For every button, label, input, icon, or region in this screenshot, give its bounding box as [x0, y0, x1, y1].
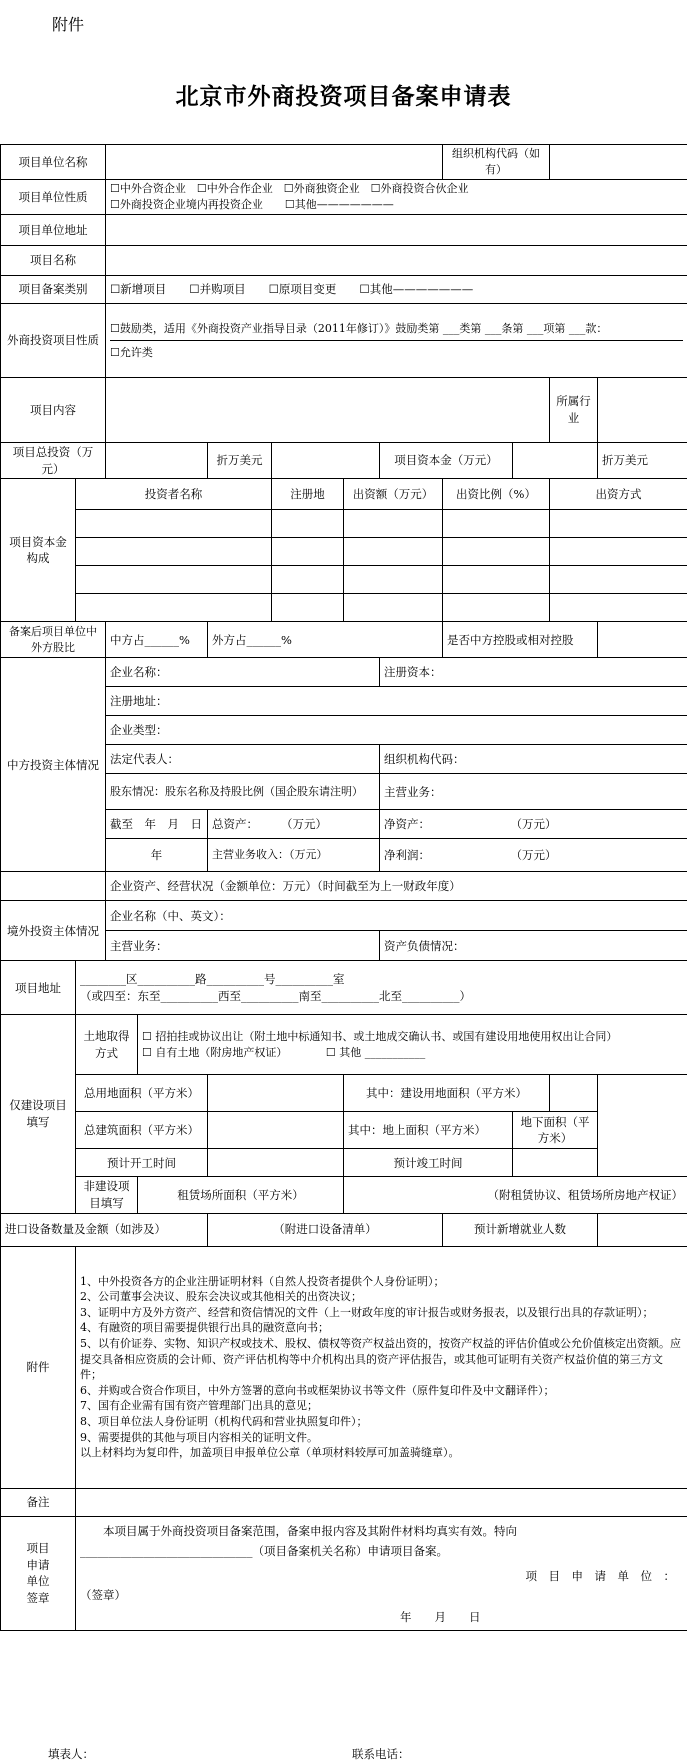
capital-structure-label: 项目资本金构成 [1, 479, 76, 622]
content-field[interactable] [106, 378, 550, 443]
site-line-2[interactable]: （或四至：东至__________西至__________南至__________北至__________） [80, 988, 471, 1003]
fn-investor-label: 境外投资主体情况 [1, 901, 106, 961]
equipment-label: 进口设备数量及金额（如涉及） [1, 1213, 208, 1246]
attachment-list [76, 1246, 687, 1488]
applicant-label: 项目申请单位签章 [1, 1516, 76, 1630]
form-title: 北京市外商投资项目备案申请表 [175, 83, 512, 110]
applicant-sign: 项 目 申 请 单 位 ： [525, 1569, 675, 1584]
investor-cell[interactable] [76, 594, 272, 622]
col-ratio: 出资比例（%） [443, 479, 550, 510]
attachment-item: 7、国有企业需有国有资产管理部门出具的意见； [80, 1399, 318, 1413]
equity-control-label: 是否中方控股或相对控股 [443, 622, 598, 658]
attachments-label: 附件 [1, 1246, 76, 1488]
equity-control-field[interactable] [598, 622, 687, 658]
attachment-item: 6、并购或合资合作项目，中外方签署的意向书或框架协议书等文件（原件复印件及中文翻译件）； [80, 1383, 555, 1397]
cn-reg-capital[interactable]: 注册资本： [380, 658, 687, 687]
lease-area-label: 租赁场所面积（平方米） [138, 1177, 344, 1213]
finish-label: 预计竣工时间 [344, 1149, 513, 1177]
above-label: 其中：地上面积（平方米） [344, 1112, 513, 1149]
unit-name-label: 项目单位名称 [1, 145, 106, 180]
land-area-label: 总用地面积（平方米） [76, 1075, 208, 1112]
filing-type-label: 项目备案类别 [1, 276, 106, 304]
cn-legal[interactable]: 法定代表人： [106, 745, 380, 774]
land-method-label: 土地取得方式 [76, 1015, 138, 1075]
cn-main[interactable]: 主营业务： [380, 774, 687, 810]
construction-label: 仅建设项目填写 [1, 1015, 76, 1213]
declaration-text: 本项目属于外商投资项目备案范围，备案申报内容及其附件材料均真实有效。特向 [103, 1523, 517, 1538]
attachment-item: 4、有融资的项目需要提供银行出具的融资意向书； [80, 1321, 329, 1335]
org-code-field[interactable] [550, 145, 687, 180]
remarks-field[interactable] [76, 1488, 687, 1516]
col-investor: 投资者名称 [76, 479, 272, 510]
floor-area-field[interactable] [208, 1112, 344, 1149]
fn-name[interactable]: 企业名称（中、英文）： [106, 901, 687, 931]
capital-field[interactable] [513, 443, 598, 479]
industry-label: 所属行业 [550, 378, 598, 443]
cn-name[interactable]: 企业名称： [106, 658, 380, 687]
cn-year: 年 [106, 839, 208, 872]
lease-note: （附租赁协议、租赁场所房地产权证） [344, 1177, 687, 1213]
equipment-note: （附进口设备清单） [208, 1213, 443, 1246]
cn-reg-address[interactable]: 注册地址： [106, 687, 687, 716]
declaration-text-2: ______________________________（项目备案机关名称）申请项目备案。 [80, 1544, 448, 1559]
total-invest-label: 项目总投资（万元） [1, 443, 106, 479]
finish-field[interactable] [513, 1149, 598, 1177]
equity-label: 备案后项目单位中外方股比 [1, 622, 106, 658]
cn-type[interactable]: 企业类型： [106, 716, 687, 745]
non-construction-label: 非建设项目填写 [76, 1177, 138, 1213]
cn-asof[interactable]: 截至 年 月 日 [106, 810, 208, 839]
cn-shareholders[interactable]: 股东情况：股东名称及持股比例（国企股东请注明） [106, 774, 380, 810]
site-line-1[interactable]: ________区__________路__________号__________室 [80, 972, 345, 987]
col-registry: 注册地 [272, 479, 344, 510]
filing-type-options[interactable]: ☐新增项目 ☐并购项目 ☐原项目变更 ☐其他——————— [106, 276, 687, 304]
start-label: 预计开工时间 [76, 1149, 208, 1177]
industry-field[interactable] [598, 378, 687, 443]
unit-address-field[interactable] [106, 215, 687, 246]
cn-finance-note: 企业资产、经营状况（金额单位：万元）（时间截至为上一财政年度） [106, 872, 687, 901]
land-option-1[interactable]: ☐ 招拍挂或协议出让（附土地中标通知书、或土地成交确认书、或国有建设用地使用权出让合同） [142, 1029, 618, 1043]
usd-label-2: 折万美元 [598, 443, 687, 479]
fn-debt[interactable]: 资产负债情况： [380, 931, 687, 961]
attachment-item: 以上材料均为复印件，加盖项目申报单位公章（单项材料较厚可加盖骑缝章）。 [80, 1446, 460, 1460]
cn-investor-label: 中方投资主体情况 [1, 658, 106, 872]
attachment-item: 1、中外投资各方的企业注册证明材料（自然人投资者提供个人身份证明）； [80, 1274, 445, 1288]
attachment-item: 2、公司董事会决议、股东会决议或其他相关的出资决议； [80, 1290, 362, 1304]
unit-nature-options-2[interactable]: ☐外商投资企业境内再投资企业 ☐其他——————— [110, 198, 394, 211]
attachment-item: 8、项目单位法人身份证明（机构代码和营业执照复印件）； [80, 1415, 368, 1429]
unit-address-label: 项目单位地址 [1, 215, 106, 246]
build-land-label: 其中：建设用地面积（平方米） [344, 1075, 550, 1112]
attachment-item: 5、以有价证券、实物、知识产权或技术、股权、债权等资产权益出资的，按资产权益的评估价值或公允价值核定出资额。应提交具备相应资质的会计师、资产评估机构等中介机构出具的资产评估报告，或其他可证明有关资产权益价值的第三方文件； [80, 1336, 681, 1382]
start-field[interactable] [208, 1149, 344, 1177]
attachment-item: 9、需要提供的其他与项目内容相关的证明文件。 [80, 1430, 318, 1444]
investor-cell[interactable] [76, 566, 272, 594]
usd-field-1[interactable] [272, 443, 380, 479]
build-land-field[interactable] [550, 1075, 598, 1112]
jobs-field[interactable] [598, 1213, 687, 1246]
land-area-field[interactable] [208, 1075, 344, 1112]
unit-nature-label: 项目单位性质 [1, 180, 106, 215]
foreign-nature-label: 外商投资项目性质 [1, 304, 106, 378]
floor-area-label: 总建筑面积（平方米） [76, 1112, 208, 1149]
capital-label: 项目资本金（万元） [380, 443, 513, 479]
equity-fn[interactable]: 外方占______% [208, 622, 443, 658]
content-label: 项目内容 [1, 378, 106, 443]
col-method: 出资方式 [550, 479, 687, 510]
col-amount: 出资额（万元） [344, 479, 443, 510]
cn-revenue[interactable]: 主营业务收入：（万元） [208, 839, 380, 872]
project-name-field[interactable] [106, 246, 687, 276]
usd-label-1: 折万美元 [208, 443, 272, 479]
unit-nature-options-1[interactable]: ☐中外合资企业 ☐中外合作企业 ☐外商独资企业 ☐外商投资合伙企业 [110, 182, 469, 196]
site-label: 项目地址 [1, 961, 76, 1015]
cn-org[interactable]: 组织机构代码： [380, 745, 687, 774]
org-code-label: 组织机构代码（如有） [443, 145, 550, 180]
project-name-label: 项目名称 [1, 246, 106, 276]
date-label: 年 月 日 [400, 1610, 481, 1625]
attachment-label: 附件 [52, 15, 85, 34]
phone-label: 联系电话： [352, 1747, 410, 1761]
cn-total-assets[interactable]: 总资产： （万元） [208, 810, 380, 839]
application-form [0, 144, 687, 1631]
investor-cell[interactable] [76, 510, 272, 538]
cn-profit[interactable]: 净利润： （万元） [380, 839, 687, 872]
investor-cell[interactable] [76, 538, 272, 566]
attachment-item: 3、证明中方及外方资产、经营和资信情况的文件（上一财政年度的审计报告或财务报表，以及银行出具的存款证明）； [80, 1305, 654, 1319]
fn-main[interactable]: 主营业务： [106, 931, 380, 961]
below-label: 地下面积（平方米） [513, 1112, 598, 1149]
foreign-permit-option[interactable]: ☐允许类 [110, 345, 153, 359]
jobs-label: 预计新增就业人数 [443, 1213, 598, 1246]
equity-cn[interactable]: 中方占______% [106, 622, 208, 658]
filler-label: 填表人： [48, 1747, 94, 1761]
remarks-label: 备注 [1, 1488, 76, 1516]
unit-name-field[interactable] [106, 145, 443, 180]
land-option-2[interactable]: ☐ 自有土地（附房地产权证） ☐ 其他 ___________ [142, 1045, 426, 1059]
cn-net-assets[interactable]: 净资产： （万元） [380, 810, 687, 839]
foreign-encourage-option[interactable]: ☐鼓励类，适用《外商投资产业指导目录（2011年修订）》鼓励类第 ___类第 ___条第 ___项第 ___款： [110, 321, 608, 335]
seal-label: （签章） [80, 1587, 126, 1602]
total-invest-field[interactable] [106, 443, 208, 479]
